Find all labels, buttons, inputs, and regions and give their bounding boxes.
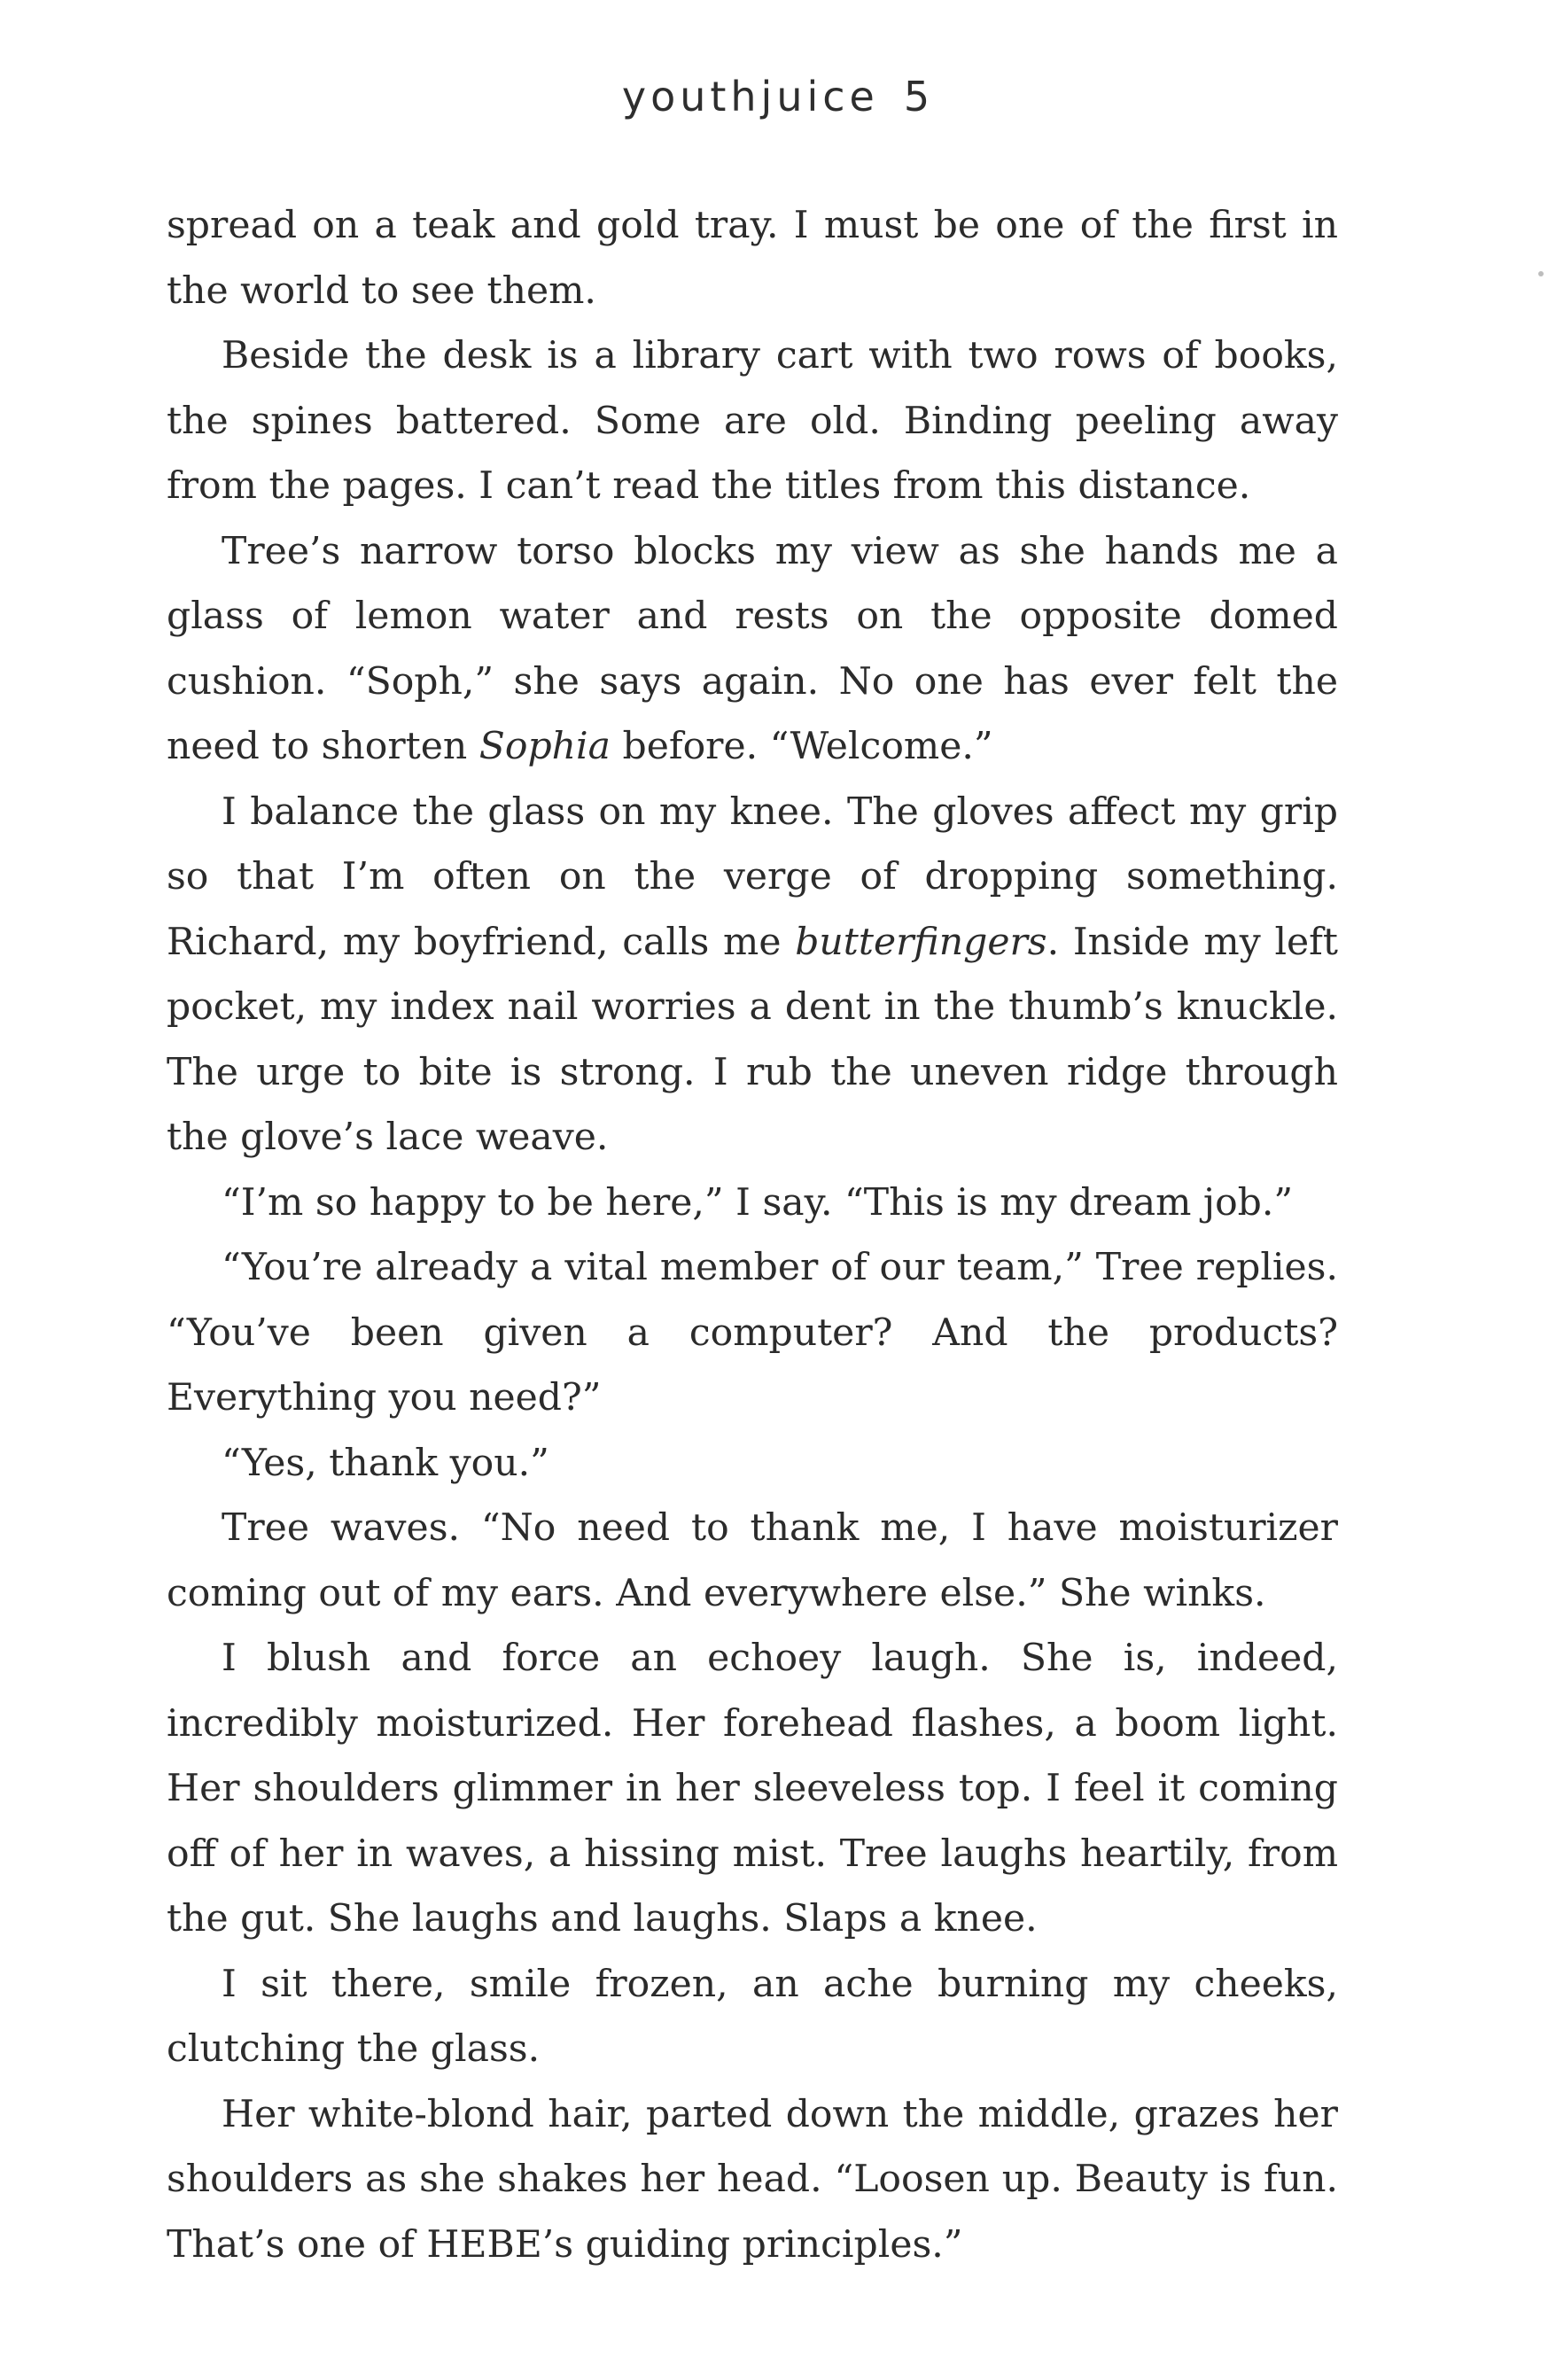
paragraph bbox=[167, 1235, 1338, 1431]
paragraph-text: I blush and force an echoey laugh. She is, indeed, incredibly moisturized. Her forehead flashes, a boom light. Her shoulders glimmer in her sleeveless top. I feel it coming off of her in waves, a hissing mist. Tree laughs heartily, from the gut. She laughs and laughs. Slaps a knee. bbox=[167, 1637, 1338, 1941]
paragraph-text: Her white-blond hair, parted down the middle, grazes her shoulders as she shakes her head. “Loosen up. Beauty is fun. That’s one of HEBE’s guiding principles.” bbox=[167, 2092, 1338, 2267]
paragraph bbox=[167, 1626, 1338, 1952]
paragraph-text: I sit there, smile frozen, an ache burning my cheeks, clutching the glass. bbox=[167, 1962, 1338, 2071]
paragraph-text: Tree waves. “No need to thank me, I have moisturizer coming out of my ears. And everywhere else.” She winks. bbox=[167, 1506, 1338, 1615]
paragraph-text: spread on a teak and gold tray. I must be one of the first in the world to see them. bbox=[167, 204, 1338, 313]
book-title: youthjuice bbox=[621, 73, 879, 121]
page-number: 5 bbox=[903, 73, 935, 121]
paragraph-text: “I’m so happy to be here,” I say. “This is my dream job.” bbox=[222, 1180, 1294, 1225]
running-head bbox=[0, 73, 1556, 121]
paragraph bbox=[167, 1952, 1338, 2082]
scan-speck bbox=[1538, 271, 1544, 276]
paragraph bbox=[167, 780, 1338, 1171]
italic-name: Sophia bbox=[478, 725, 611, 768]
italic-nickname: butterfingers bbox=[795, 920, 1047, 964]
paragraph bbox=[167, 193, 1338, 323]
paragraph bbox=[167, 2082, 1338, 2278]
body-text bbox=[167, 193, 1338, 2277]
paragraph-text: Tree’s narrow torso blocks my view as she hands me a glass of lemon water and rests on the opposite domed cushion. “Soph,” she says again. No one has ever felt the need to shorten bbox=[167, 529, 1338, 768]
paragraph-text: Beside the desk is a library cart with two rows of books, the spines battered. Some are old. Binding peeling away from the pages. I can’t read the titles from this distance. bbox=[167, 334, 1338, 508]
paragraph-text: “Yes, thank you.” bbox=[222, 1441, 549, 1485]
paragraph-text: . Inside my left pocket, my index nail worries a dent in the thumb’s knuckle. The urge to bite is strong. I rub the uneven ridge through the glove’s lace weave. bbox=[167, 920, 1338, 1159]
paragraph bbox=[167, 1431, 1338, 1497]
paragraph bbox=[167, 323, 1338, 519]
paragraph bbox=[167, 519, 1338, 780]
paragraph bbox=[167, 1171, 1338, 1236]
paragraph-text: I balance the glass on my knee. The gloves affect my grip so that I’m often on the verge of dropping something. Richard, my boyfriend, calls me bbox=[167, 789, 1338, 964]
paragraph-text: “You’re already a vital member of our team,” Tree replies. “You’ve been given a computer? And the products? Everything you need?” bbox=[167, 1246, 1338, 1419]
paragraph-text: before. “Welcome.” bbox=[610, 725, 993, 768]
paragraph bbox=[167, 1496, 1338, 1626]
